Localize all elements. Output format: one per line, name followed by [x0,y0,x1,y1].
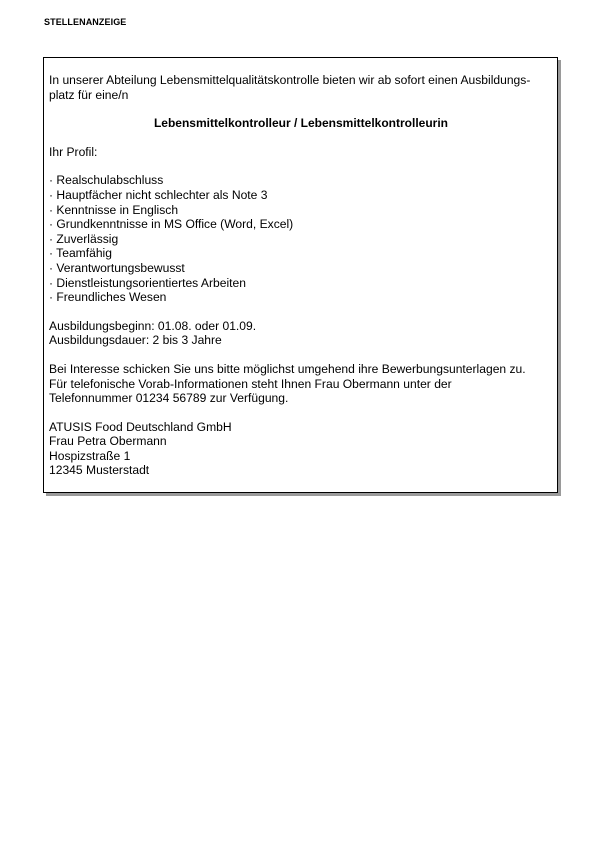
profile-item-zuverlaessig: · Zuverlässig [49,231,119,246]
intro-line-2: platz für eine/n [49,87,129,102]
street-address: Hospizstraße 1 [49,448,131,463]
profile-item-freundlich: · Freundliches Wesen [49,290,167,305]
profile-item-teamfaehig: · Teamfähig [49,246,112,261]
city-address: 12345 Musterstadt [49,463,150,478]
profile-item-verantwortungsbewusst: · Verantwortungsbewusst [49,260,185,275]
training-duration: Ausbildungsdauer: 2 bis 3 Jahre [49,333,222,348]
company-name: ATUSIS Food Deutschland GmbH [49,419,232,434]
profile-item-realschulabschluss: · Realschulabschluss [49,173,164,188]
profile-item-hauptfaecher: · Hauptfächer nicht schlechter als Note 3 [49,187,268,202]
contact-address [49,420,553,478]
profile-list [49,173,553,304]
document-type-label: STELLENANZEIGE [44,17,127,27]
job-title: Lebensmittelkontrolleur / Lebensmittelkontrolleurin [153,116,449,131]
job-ad-content [49,73,553,478]
profile-item-ms-office: · Grundkenntnisse in MS Office (Word, Excel) [49,217,294,232]
job-ad-box [43,57,558,493]
profile-heading: Ihr Profil: [49,144,98,159]
training-start: Ausbildungsbeginn: 01.08. oder 01.09. [49,318,257,333]
profile-item-dienstleistung: · Dienstleistungsorientiertes Arbeiten [49,275,246,290]
profile-item-englisch: · Kenntnisse in Englisch [49,202,179,217]
training-info [49,319,553,348]
contact-person: Frau Petra Obermann [49,434,167,449]
application-line-3: Telefonnummer 01234 56789 zur Verfügung. [49,391,289,406]
intro-line-1: In unserer Abteilung Lebensmittelqualitätskontrolle bieten wir ab sofort einen Ausbildungs- [49,73,531,87]
application-line-1: Bei Interesse schicken Sie uns bitte möglichst umgehend ihre Bewerbungsunterlagen zu. [49,361,526,376]
intro-paragraph [49,73,553,102]
application-line-2: Für telefonische Vorab-Informationen steht Ihnen Frau Obermann unter der [49,376,452,391]
application-info [49,362,553,406]
